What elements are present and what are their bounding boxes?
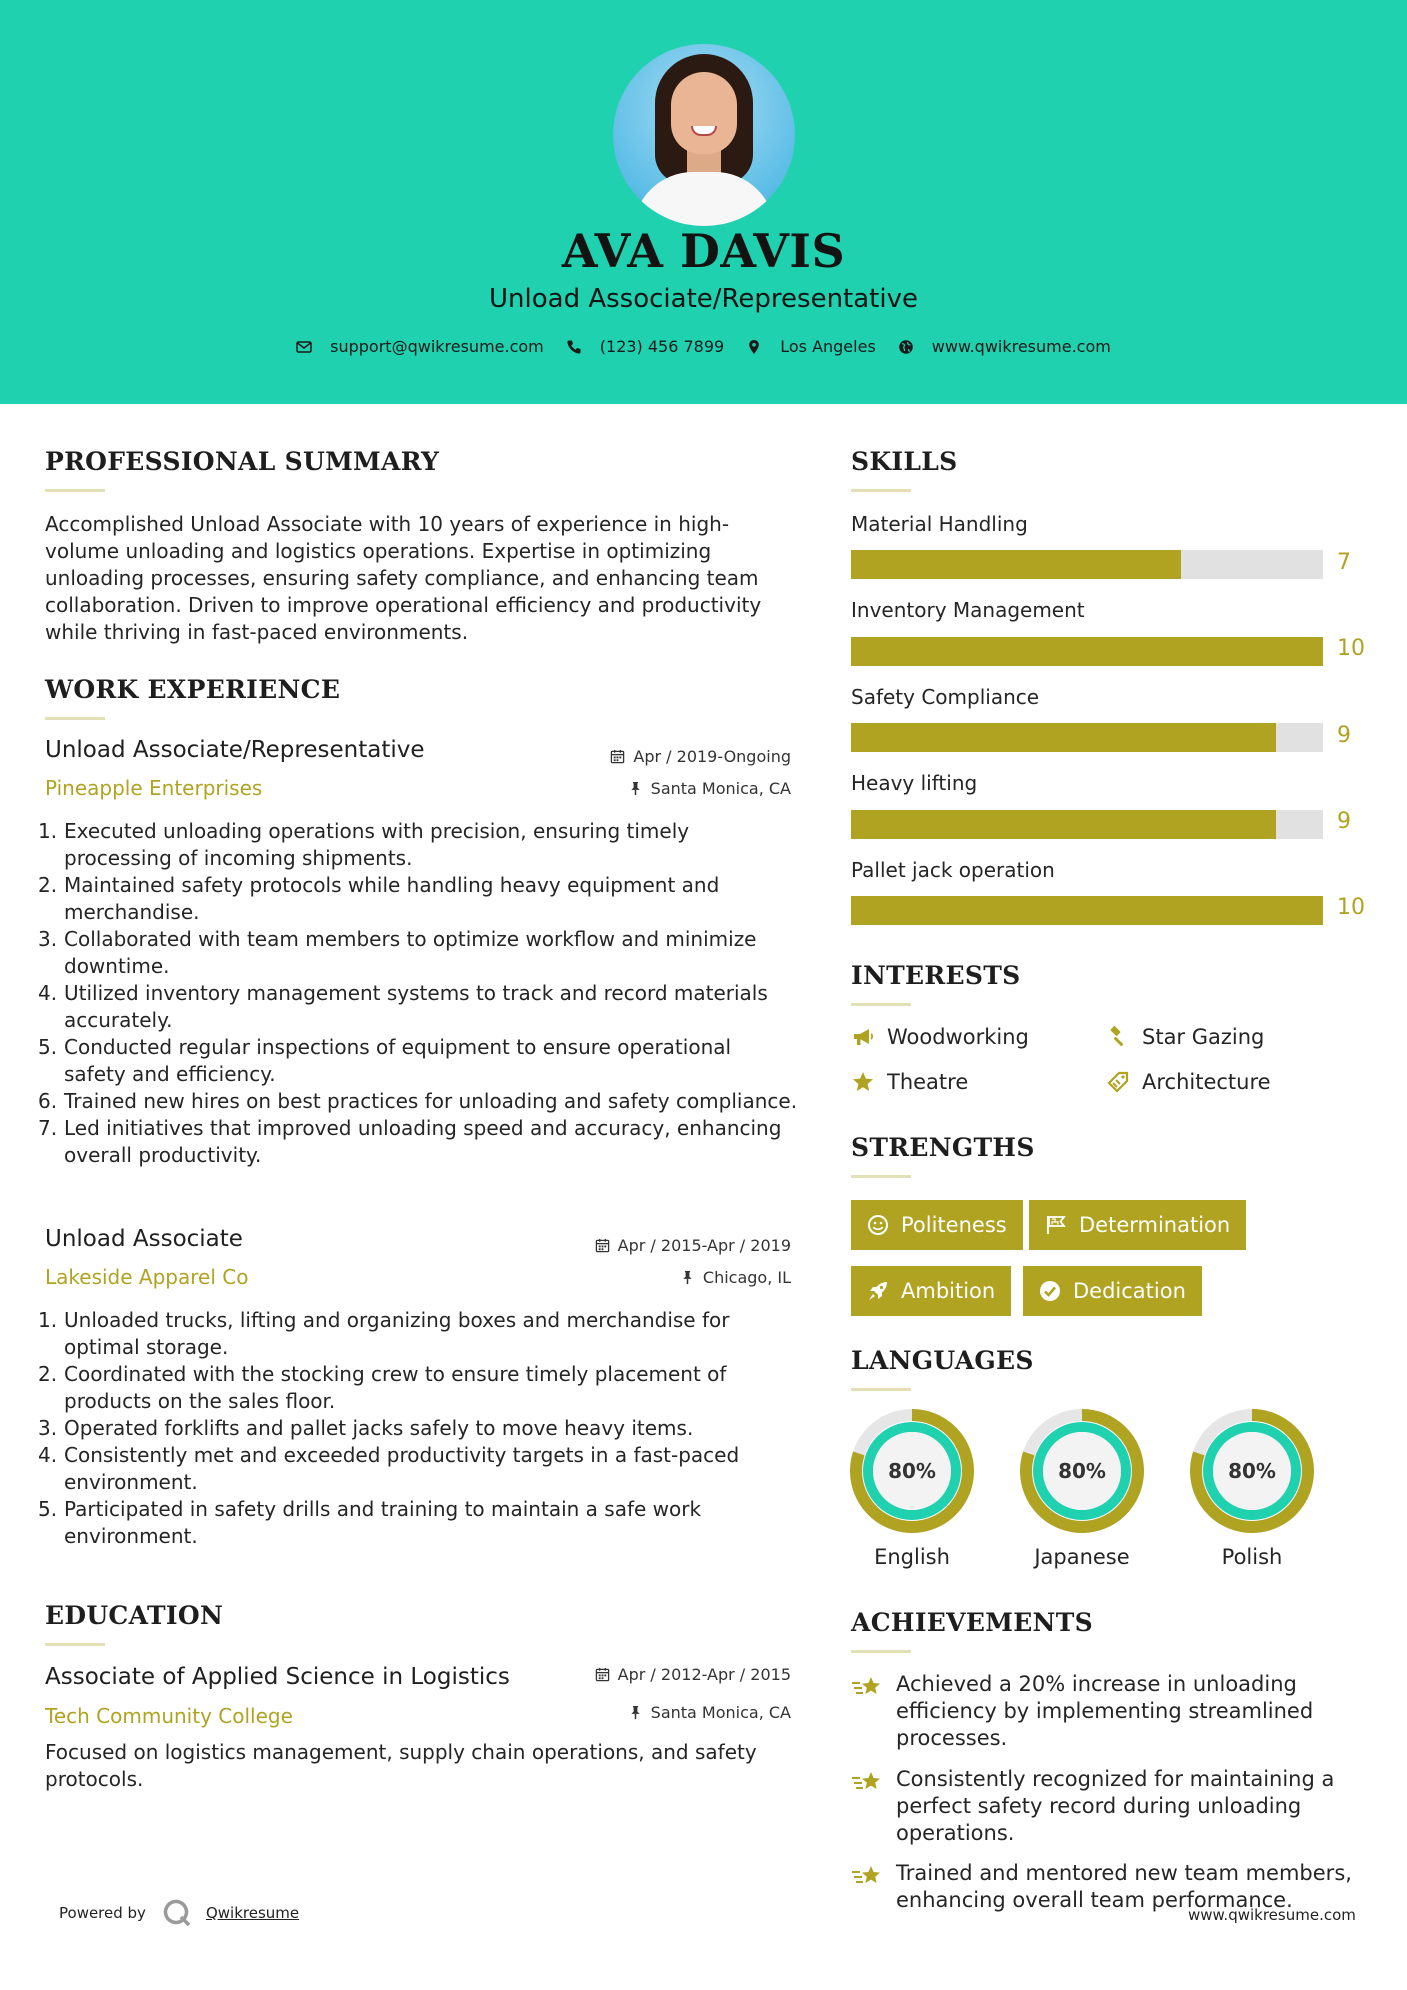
skill-bar [851,896,1323,925]
job-location [540,779,791,798]
skill-value: 9 [1337,723,1351,748]
list-item: 4. Consistently met and exceeded productivity targets in a fast-paced environment. [38,1443,740,1494]
language-percent: 80% [1228,1459,1276,1483]
flag-icon [1045,1214,1067,1236]
language-ring [850,1409,974,1533]
list-item: 5. Participated in safety drills and training to maintain a safe work environment. [38,1497,702,1548]
strengths-heading: STRENGTHS [851,1133,1035,1162]
skills-heading: SKILLS [851,447,958,476]
job-location-text: Chicago, IL [702,1268,791,1287]
achievement-item [851,1766,1371,1847]
skill-bar [851,810,1323,839]
job-bullet-list [38,1307,798,1550]
calendar-icon [610,749,625,764]
education-location-text: Santa Monica, CA [650,1703,791,1722]
calendar-icon [595,1238,610,1253]
list-item: 4. Utilized inventory management systems to track and record materials accurately. [38,981,768,1032]
interests-divider [851,1003,911,1006]
degree-title: Associate of Applied Science in Logistics [45,1664,510,1690]
skill-label: Safety Compliance [851,685,1040,709]
map-marker-icon [746,339,762,355]
tag-icon [1106,1070,1130,1094]
job-bullet-list [38,818,798,1169]
powered-by-label: Powered by [59,1904,146,1922]
language-item [1190,1409,1314,1569]
contact-bar [0,337,1407,356]
flying-star-icon [851,1768,885,1798]
language-ring [1190,1409,1314,1533]
powered-by [59,1898,299,1928]
languages-divider [851,1388,911,1391]
skills-divider [851,489,911,492]
list-item: 2. Maintained safety protocols while handling heavy equipment and merchandise. [38,873,720,924]
skill-bar-fill [851,896,1323,925]
job-dates-text: Apr / 2019-Ongoing [633,747,791,766]
calendar-icon [595,1667,610,1682]
contact-phone[interactable] [566,337,724,356]
job-location [540,1268,791,1287]
job-dates [540,747,791,766]
star-icon [851,1070,875,1094]
job-title: Unload Associate [45,1226,243,1252]
skill-value: 7 [1337,550,1351,575]
list-item: 3. Operated forklifts and pallet jacks safely to move heavy items. [38,1416,694,1440]
contact-location-text: Los Angeles [780,337,876,356]
education-dates-text: Apr / 2012-Apr / 2015 [617,1665,791,1684]
achievements-divider [851,1650,911,1653]
rocket-icon [867,1280,889,1302]
achievement-item [851,1671,1371,1752]
company-name: Lakeside Apparel Co [45,1265,249,1289]
skill-label: Material Handling [851,512,1028,536]
interest-item: Architecture [1106,1070,1271,1094]
company-name: Pineapple Enterprises [45,776,263,800]
gavel-icon [1106,1025,1130,1049]
language-ring [1020,1409,1144,1533]
contact-email-text: support@qwikresume.com [330,337,544,356]
achievements-heading: ACHIEVEMENTS [851,1608,1093,1637]
pushpin-icon [628,1705,643,1720]
education-description: Focused on logistics management, supply chain operations, and safety protocols. [45,1740,757,1791]
list-item: 6. Trained new hires on best practices for unloading and safety compliance. [38,1089,798,1113]
contact-website[interactable] [898,337,1111,356]
job-dates-text: Apr / 2015-Apr / 2019 [617,1236,791,1255]
language-item [850,1409,974,1569]
skill-bar-fill [851,637,1323,666]
list-item: 3. Collaborated with team members to optimize workflow and minimize downtime. [38,927,757,978]
interest-item: Theatre [851,1070,968,1094]
languages-heading: LANGUAGES [851,1346,1034,1375]
resume-header [0,0,1407,404]
summary-text: Accomplished Unload Associate with 10 years of experience in high-volume unloading and logistics operations. Expertise in optimizing unloading processes, ensuring safety compliance, and enhancing team collaboration. Driven to improve operational efficiency and productivity while thriving in fast-paced environments. [45,512,762,644]
education-heading: EDUCATION [45,1601,224,1630]
language-name: English [874,1545,950,1569]
flying-star-icon [851,1862,885,1892]
skill-bar [851,550,1323,579]
strengths-divider [851,1175,911,1178]
qwikresume-logo-icon [162,1898,192,1928]
strength-chip: Ambition [851,1266,1011,1316]
list-item: 7. Led initiatives that improved unloading speed and accuracy, enhancing overall productivity. [38,1116,782,1167]
contact-website-text: www.qwikresume.com [931,337,1111,356]
education-divider [45,1643,105,1646]
pushpin-icon [628,781,643,796]
skill-bar [851,723,1323,752]
language-item [1020,1409,1144,1569]
education-dates [540,1665,791,1684]
skill-value: 9 [1337,809,1351,834]
skill-bar-fill [851,723,1276,752]
job-title: Unload Associate/Representative [45,737,425,763]
school-name: Tech Community College [45,1704,293,1728]
skill-label: Heavy lifting [851,771,978,795]
achievement-text: Achieved a 20% increase in unloading efficiency by implementing streamlined processes. [896,1672,1314,1750]
pushpin-icon [680,1270,695,1285]
job-location-text: Santa Monica, CA [650,779,791,798]
list-item: 5. Conducted regular inspections of equipment to ensure operational safety and efficiency. [38,1035,732,1086]
interest-item: Star Gazing [1106,1025,1264,1049]
skill-bar [851,637,1323,666]
check-circle-icon [1039,1280,1061,1302]
skill-label: Pallet jack operation [851,858,1055,882]
contact-location [746,337,876,356]
bullhorn-icon [851,1025,875,1049]
achievement-text: Trained and mentored new team members, enhancing overall team performance. [896,1861,1352,1912]
globe-icon [898,339,914,355]
qwikresume-link[interactable]: Qwikresume [205,1904,300,1922]
language-name: Polish [1221,1545,1283,1569]
list-item: 1. Unloaded trucks, lifting and organizing boxes and merchandise for optimal storage. [38,1308,730,1359]
language-name: Japanese [1034,1545,1130,1569]
strength-chip: Politeness [851,1200,1023,1250]
summary-divider [45,489,105,492]
skill-value: 10 [1337,895,1365,920]
language-percent: 80% [888,1459,936,1483]
profile-photo [613,44,795,226]
education-location [540,1703,791,1722]
strength-chip: Determination [1029,1200,1246,1250]
list-item: 1. Executed unloading operations with precision, ensuring timely processing of incoming shipments. [38,819,690,870]
interests-heading: INTERESTS [851,961,1021,990]
contact-email[interactable] [296,337,544,356]
skill-bar-fill [851,550,1181,579]
strength-chip: Dedication [1023,1266,1202,1316]
phone-icon [566,339,582,355]
contact-phone-text: (123) 456 7899 [599,337,725,356]
skill-bar-fill [851,810,1276,839]
list-item: 2. Coordinated with the stocking crew to ensure timely placement of products on the sales floor. [38,1362,727,1413]
footer-website[interactable]: www.qwikresume.com [1188,1906,1356,1924]
candidate-name: AVA DAVIS [561,224,846,278]
candidate-title: Unload Associate/Representative [489,284,918,314]
envelope-icon [296,339,312,355]
job-dates [540,1236,791,1255]
flying-star-icon [851,1673,885,1703]
skill-label: Inventory Management [851,598,1085,622]
skill-value: 10 [1337,636,1365,661]
interest-item: Woodworking [851,1025,1029,1049]
smile-icon [867,1214,889,1236]
experience-divider [45,717,105,720]
language-percent: 80% [1058,1459,1106,1483]
summary-heading: PROFESSIONAL SUMMARY [45,447,440,476]
achievement-text: Consistently recognized for maintaining a perfect safety record during unloading operations. [896,1767,1335,1845]
experience-heading: WORK EXPERIENCE [45,675,341,704]
